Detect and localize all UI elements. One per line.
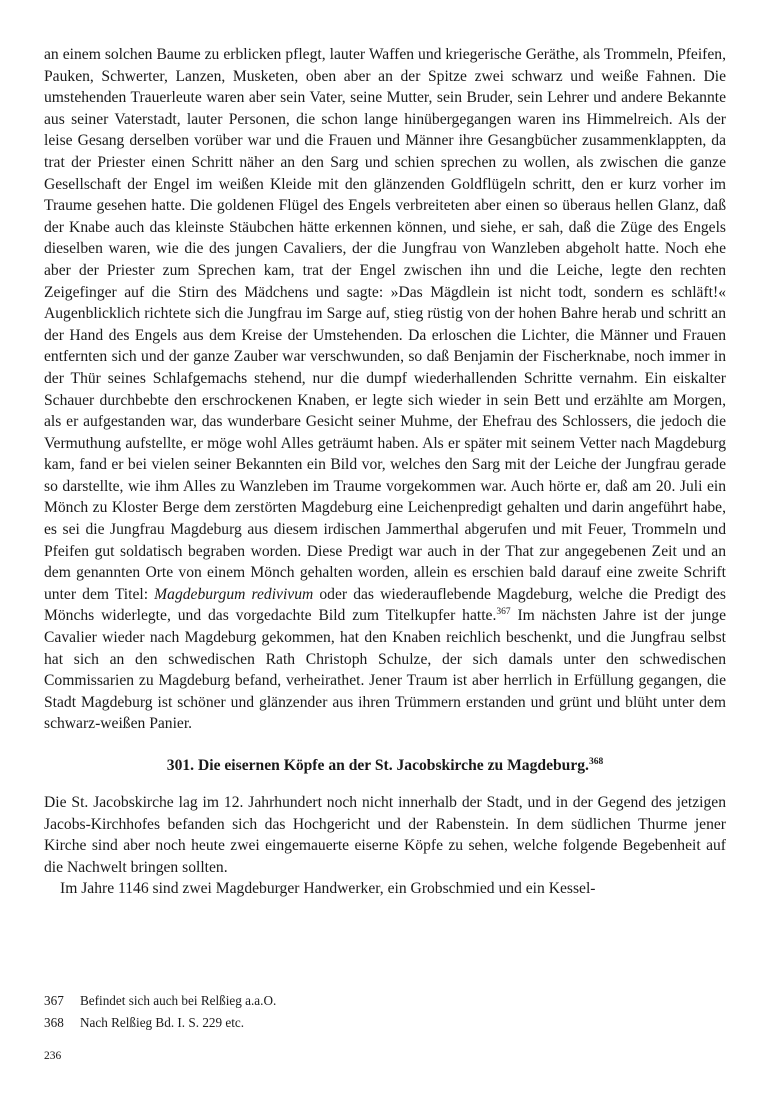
section-heading-text: 301. Die eisernen Köpfe an der St. Jacobskirche zu Magdeburg. (166, 757, 589, 774)
paragraph-text-b: oder das wiederauflebende Magdeburg, welche die Predigt des Mönchs widerlegte, und das vorgedachte Bild zum Titelkupfer hatte. (44, 585, 726, 625)
section-heading (44, 755, 726, 776)
footnote-item (44, 990, 726, 1012)
book-title-italic: Magdeburgum redivivum (154, 585, 314, 603)
footnote-number: 367 (44, 993, 64, 1008)
section-paragraph-1: Die St. Jacobskirche lag im 12. Jahrhundert noch nicht innerhalb der Stadt, und in der Gegend des jetzigen Jacobs-Kirchhofes befanden sich das Hochgericht und der Rabenstein. In dem südlichen Thurme jener Kirche sind aber noch heute zwei eingemauerte eiserne Köpfe zu sehen, welche folgende Begebenheit auf die Nachwelt bringen sollten. (44, 794, 726, 876)
section-paragraph-2: Im Jahre 1146 sind zwei Magdeburger Handwerker, ein Grobschmied und ein Kessel- (60, 880, 596, 898)
paragraph-continuation (44, 44, 726, 735)
page-number: 236 (44, 1050, 62, 1062)
paragraph-text-c: Im nächsten Jahre ist der junge Cavalier wieder nach Magdeburg gekommen, hat den Knaben reichlich beschenkt, und die Jungfrau selbst hat sich an den schwedischen Rath Christoph Schulze, der sich damals unter den schwedischen Commissarien zu Magdeburg befand, verheirathet. Jener Traum ist aber herrlich in Erfüllung gegangen, die Stadt Magdeburg ist schöner und glänzender aus ihren Trümmern erstanden und grünt und blüht unter dem schwarz-weißen Panier. (44, 607, 726, 733)
footnote-ref-368[interactable]: 368 (588, 757, 604, 767)
paragraph-text-a: an einem solchen Baume zu erblicken pflegt, lauter Waffen und kriegerische Geräthe, als Trommeln, Pfeifen, Pauken, Schwerter, Lanzen, Musketen, oben aber an der Spitze zwei schwarz und weiße Fahnen. Die umstehenden Trauerleute waren aber sein Vater, seine Mutter, sein Bruder, sein Lehrer und andere Bekannte aus seiner Vaterstadt, lauter Personen, die schon lange hinübergegangen waren ins Himmelreich. Als der leise Gesang derselben vorüber war und die Frauen und Männer ihre Gesangbücher zusammenklappten, da trat der Priester einen Schritt näher an den Sarg und schien sprechen zu wollen, als zwischen die ganze Gesellschaft der Engel im weißen Kleide mit den glänzenden Goldflügeln schritt, den er kurz vorher im Traume gesehen hatte. Die goldenen Flügel des Engels verbreiteten aber einen so überaus hellen Glanz, daß der Knabe auch das kleinste Stäubchen hätte erkennen können, und siehe, er sah, daß die Züge des Engels dieselben waren, wie die des jungen Cavaliers, der die Jungfrau von Wanzleben abgeholt hatte. Noch ehe aber der Priester zum Sprechen kam, trat der Engel zwischen ihn und die Leiche, legte den rechten Zeigefinger auf die Stirn des Mädchens und sagte: »Das Mägdlein ist nicht todt, sondern es schläft!« Augenblicklich richtete sich die Jungfrau im Sarge auf, stieg rüstig von der hohen Bahre herab und schritt an der Hand des Engels aus dem Kreise der Umstehenden. Da erloschen die Lichter, die Männer und Frauen entfernten sich und der ganze Zauber war verschwunden, so daß Benjamin der Fischerknabe, noch immer in der Thür seines Schlafgemachs stehend, nur die dumpf wiederhallenden Schritte vernahm. Ein eiskalter Schauer durchbebte den erschrockenen Knaben, er legte sich wieder in sein Bett und erzählte am Morgen, als er aufgestanden war, das wunderbare Gesicht seiner Muhme, der Ehefrau des Schlossers, die jedoch die Vermuthung aufstellte, er möge wohl Alles geträumt haben. Als er später mit seinem Vetter nach Magdeburg kam, fand er bei vielen seiner Bekannten ein Bild vor, welches den Sarg mit der Leiche der Jungfrau gerade so darstellte, wie ihm Alles zu Wanzleben im Traume vorgekommen war. Auch hörte er, daß am 20. Juli ein Mönch zu Kloster Berge dem zerstörten Magdeburg eine Leichenpredigt gehalten und darin angeführt habe, es sei die Jungfrau Magdeburg aus diesem irdischen Jammerthal abgerufen und mit Feuer, Trommeln und Pfeifen gut soldatisch begraben worden. Diese Predigt war auch in der That zur angegebenen Zeit und an dem genannten Orte von einem Mönch gehalten worden, allein es erschien bald darauf eine zweite Schrift unter dem Titel: (44, 46, 726, 603)
footnote-text: Nach Relßieg Bd. I. S. 229 etc. (80, 1015, 245, 1030)
footnote-number: 368 (44, 1015, 64, 1030)
footnote-text: Befindet sich auch bei Relßieg a.a.O. (80, 993, 277, 1008)
footnote-item (44, 1012, 726, 1034)
page-body (44, 44, 726, 900)
footnotes (44, 990, 726, 1034)
footnote-ref-367[interactable]: 367 (496, 607, 511, 618)
